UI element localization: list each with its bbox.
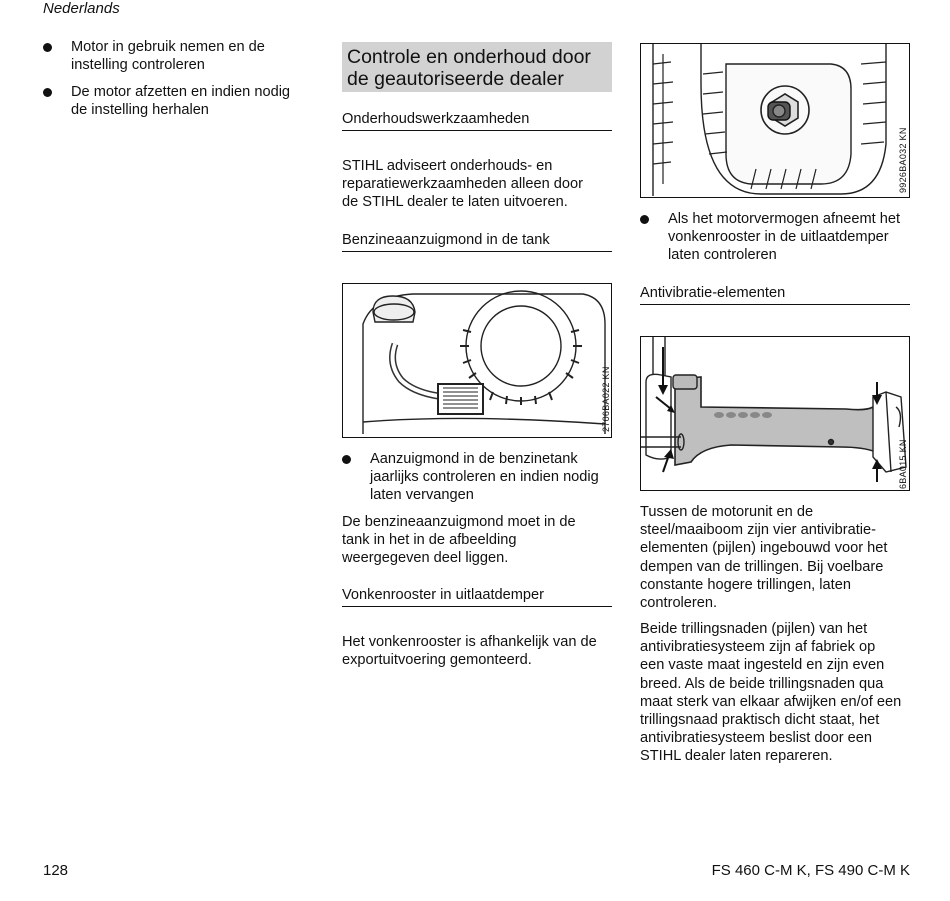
figure-code: 9926BA032 KN — [898, 127, 908, 193]
antivibration-paragraph-1: Tussen de motorunit en de steel/maaiboom zijn vier antivibratie- elementen (pijlen) ingebouwd voor het dempen van de trillingen. Bij voelbare constante hogere trillingen, laten controleren. — [640, 504, 888, 612]
section-title: Controle en onderhoud door de geautoriseerde dealer — [342, 42, 612, 92]
language-label: Nederlands — [43, 0, 120, 17]
antivibration-paragraph-2: Beide trillingsnaden (pijlen) van het antivibratiesysteem zijn af fabriek op een vaste maat ingesteld en zijn even breed. Als de beide trillingsnaden qua maat sterk van elkaar afwijken en/of een trillingsnaad praktisch dicht staat, het antivibratiesysteem beslist door een STIHL dealer laten repareren. — [640, 621, 902, 765]
fuel-pickup-heading: Benzineaanzuigmond in de tank — [342, 231, 612, 252]
antivibration-illustration — [640, 336, 910, 491]
spark-arrester-heading: Vonkenrooster in uitlaatdemper — [342, 586, 612, 607]
antivibration-heading: Antivibratie-elementen — [640, 284, 910, 305]
model-label: FS 460 C-M K, FS 490 C-M K — [711, 862, 910, 879]
muffler-illustration — [640, 43, 910, 198]
fuel-pickup-illustration — [342, 283, 612, 438]
bullet-icon — [43, 43, 52, 52]
spark-arrester-text: Het vonkenrooster is afhankelijk van de exportuitvoering gemonteerd. — [342, 634, 597, 669]
maintenance-text: STIHL adviseert onderhouds- en reparatiewerkzaamheden alleen door de STIHL dealer te laten uitvoeren. — [342, 158, 583, 211]
fuel-pickup-text: De benzineaanzuigmond moet in de tank in het in de afbeelding weergegeven deel liggen. — [342, 514, 576, 567]
bullet-icon — [640, 215, 649, 224]
bullet-icon — [43, 88, 52, 97]
page-number: 128 — [43, 862, 69, 879]
bullet-icon — [342, 455, 351, 464]
maintenance-heading: Onderhoudswerkzaamheden — [342, 110, 612, 131]
figure-code: 6BA015 KN — [898, 439, 908, 489]
figure-code: 2706BA022 KN — [601, 366, 611, 432]
